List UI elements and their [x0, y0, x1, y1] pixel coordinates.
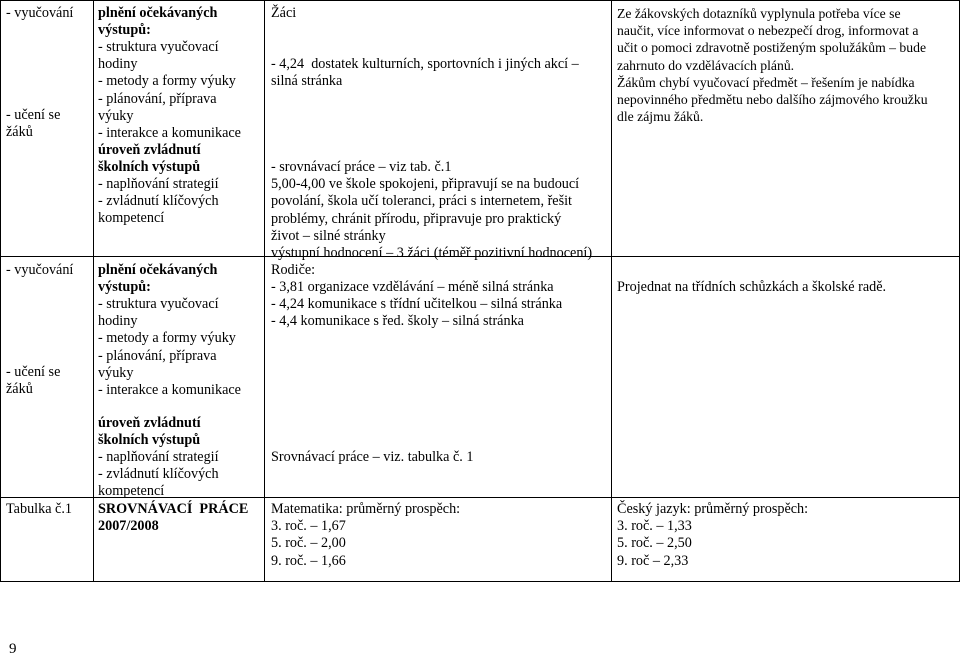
row2-area-line2: - učení se [6, 364, 61, 380]
row2-criteria-list: - struktura vyučovací hodiny - metody a formy výuky - plánování, příprava výuky - interakce a komunikace [98, 296, 241, 399]
row1-criteria-list: - struktura vyučovací hodiny - metody a formy výuky - plánování, příprava výuky - interakce a komunikace [98, 39, 241, 142]
table-top-border [0, 0, 960, 1]
row2-measures-text: Projednat na třídních schůzkách a školské radě. [617, 279, 887, 295]
row2-findings-heading: Rodiče: [271, 262, 316, 278]
page-number: 9 [9, 641, 17, 657]
row1-measures-text: Ze žákovských dotazníků vyplynula potřeba více se naučit, více informovat o nebezpečí drog, informovat a učit o pomoci zdravotně postiženým spolužákům – bude zahrnuto do vzdělávacích plánů. Žákům chybí vyučovací předmět – řešením je nabídka nepovinného předmětu nebo dalšího zájmového kroužku dle zájmu žáků. [617, 6, 928, 125]
table-bottom-border [0, 581, 960, 582]
row1-findings-heading: Žáci [271, 5, 297, 21]
comparison-title: SROVNÁVACÍ PRÁCE 2007/2008 [98, 501, 249, 535]
row2-findings-list: - 3,81 organizace vzdělávání – méně silná stránka - 4,24 komunikace s třídní učitelkou – silná stránka - 4,4 komunikace s řed. školy – silná stránka [271, 279, 563, 330]
row1-area-line2: - učení se [6, 107, 61, 123]
column-divider-1 [93, 0, 94, 582]
row2-criteria-heading2: úroveň zvládnutí školních výstupů [98, 415, 201, 449]
czech-results: Český jazyk: průměrný prospěch: 3. roč. – 1,33 5. roč. – 2,50 9. roč – 2,33 [617, 501, 809, 569]
row1-area-line3: žáků [6, 124, 33, 140]
row2-area-line3: žáků [6, 381, 33, 397]
table-left-border [0, 0, 1, 582]
table-label: Tabulka č.1 [6, 501, 72, 517]
row2-findings-note: Srovnávací práce – viz. tabulka č. 1 [271, 449, 474, 465]
column-divider-2 [264, 0, 265, 582]
row2-criteria-heading: plnění očekávaných výstupů: [98, 262, 218, 296]
column-divider-3 [611, 0, 612, 582]
row1-findings-block2: - srovnávací práce – viz tab. č.1 5,00-4,00 ve škole spokojeni, připravují se na budoucí povolání, škola učí toleranci, práci s internetem, řešit problémy, chránit přírodu, připravuje pro praktický život – silné stránky výstupní hodnocení – 3 žáci (téměř pozitivní hodnocení) [271, 159, 593, 262]
row1-findings-block1: - 4,24 dostatek kulturních, sportovních i jiných akcí – silná stránka [271, 56, 579, 90]
row2-area-line1: - vyučování [6, 262, 74, 278]
math-results: Matematika: průměrný prospěch: 3. roč. – 1,67 5. roč. – 2,00 9. roč. – 1,66 [271, 501, 461, 569]
row2-criteria-list2: - naplňování strategií - zvládnutí klíčových kompetencí [98, 449, 219, 500]
row1-criteria-heading: plnění očekávaných výstupů: [98, 5, 218, 39]
row1-criteria-heading2: úroveň zvládnutí školních výstupů [98, 142, 201, 176]
row1-criteria-list2: - naplňování strategií - zvládnutí klíčových kompetencí [98, 176, 219, 227]
row1-area-line1: - vyučování [6, 5, 74, 21]
